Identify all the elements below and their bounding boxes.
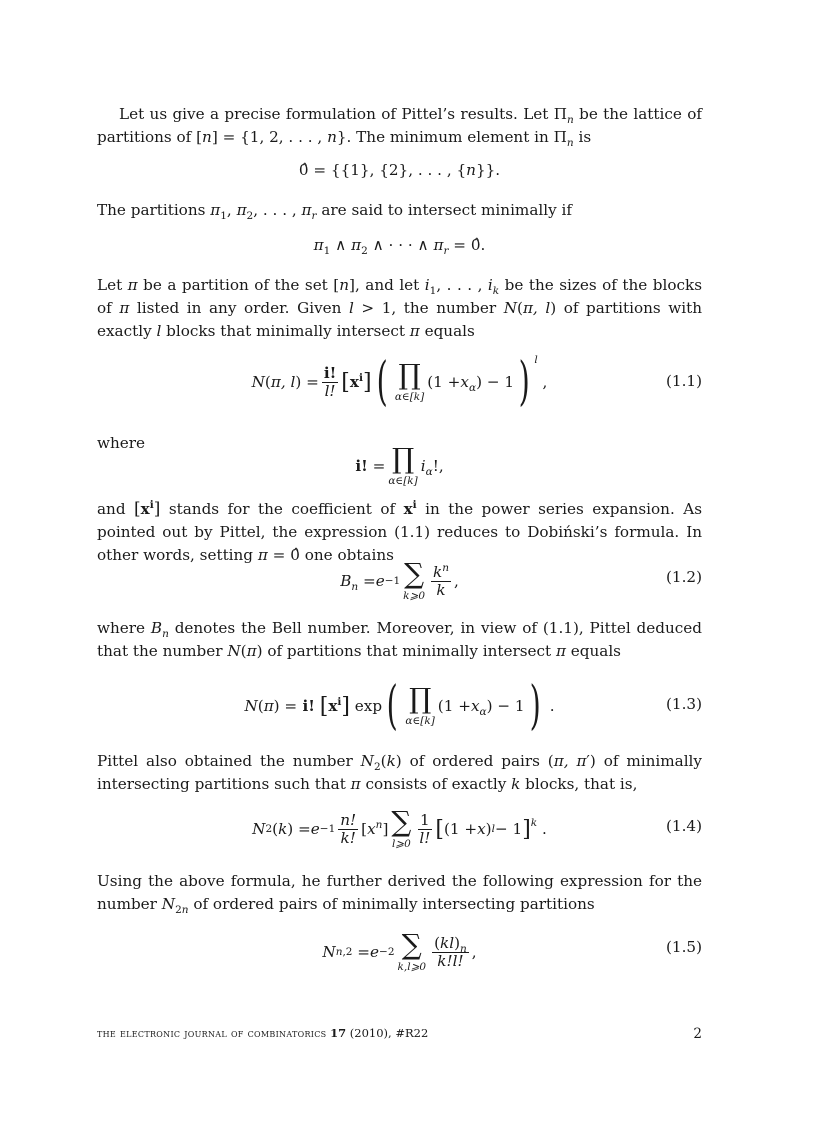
journal-volume: 17 [330,1026,347,1040]
paragraph-where-1: where [97,434,146,452]
paragraph-n2n: Using the above formula, he further derived the following expression for the number $N_{2n}$ of ordered pairs of minimally intersecting partitions [97,872,702,917]
paragraph-dobinski: and $[x^i]$ stands for the coefficient of $x^i$ in the power series expansion. As pointed out by Pittel, the expression (1.1) reduces to Dobiński’s formula. In other words, setting π = 0̂ one obtains [97,498,702,564]
journal-name: the electronic journal of combinatorics [97,1026,327,1040]
paragraph-ordered-pairs: Pittel also obtained the number $N_2(k)$ of ordered pairs (π, π′) of minimally intersecting partitions such that π consists of exactly k blocks, that is, [97,752,702,793]
equation-1-5: N n,2 = e −2 ∑ k,l⩾0 $\frac{(kl)_n}{k!l!}$ , (1.5) [322,928,702,973]
paragraph-intro: Let us give a precise formulation of Pittel’s results. Let $\Pi_n$ be the lattice of partitions of [n] = {1, 2, . . . , n}. The minimum element in $\Pi_n$ is [97,105,702,150]
equation-1-4: N 2 ( k ) = e −1 $\frac{n!}{k!}$ [ $x^n$ ] ∑ l⩾0 $\frac{1}{l!}$ [ (1 + x ) l − 1 ] $^k$ . (1.4) [252,805,702,850]
display-meet: $\pi_1$ ∧ $\pi_2$ ∧ · · · ∧ $\pi_r$ = 0̂. [313,236,486,258]
equation-number-1-4: (1.4) [665,817,702,835]
paragraph-minimal-intersect: The partitions $\pi_1$, $\pi_2$, . . . , $\pi_r$ are said to intersect minimally if [97,201,572,223]
equation-1-3: N ( π ) = i! [ $x^i$ ] exp ( ∏ α∈[k] (1 + $x_\alpha$ ) − 1 ) . (1.3) [244,676,702,736]
equation-number-1-2: (1.2) [665,568,702,586]
display-minimum-element: 0̂ = {{1}, {2}, . . . , {n}}. [298,161,501,179]
paragraph-partition-count: Let π be a partition of the set [n], and let $i_1$, . . . , $i_k$ be the sizes of the blocks of π listed in any order. Given l > 1, the number N(π, l) of partitions with exactly l blocks that minimally intersect π equals [97,276,703,340]
page-number: 2 [693,1026,702,1042]
display-i-factorial: i! = ∏ α∈[k] $i_\alpha$ !, [355,442,444,487]
page-footer [97,1026,702,1040]
paragraph-bell-number: where $B_n$ denotes the Bell number. Moreover, in view of (1.1), Pittel deduced that the number N(π) of partitions that minimally intersect π equals [97,619,702,660]
equation-number-1-3: (1.3) [665,695,702,713]
journal-year-id: (2010), #R22 [349,1026,429,1040]
equation-number-1-1: (1.1) [665,372,702,390]
equation-1-2: $B_n$ = e −1 ∑ k⩾0 $\frac{k^n}{k}$ , (1.2) [340,557,702,602]
equation-1-1: N ( π, l ) = $\frac{i!}{l!}$ [ $x^i$ ] ( ∏ α∈[k] (1 + $x_\alpha$ ) − 1 ) $^l$ , (1.1) [251,352,702,412]
equation-number-1-5: (1.5) [665,938,702,956]
